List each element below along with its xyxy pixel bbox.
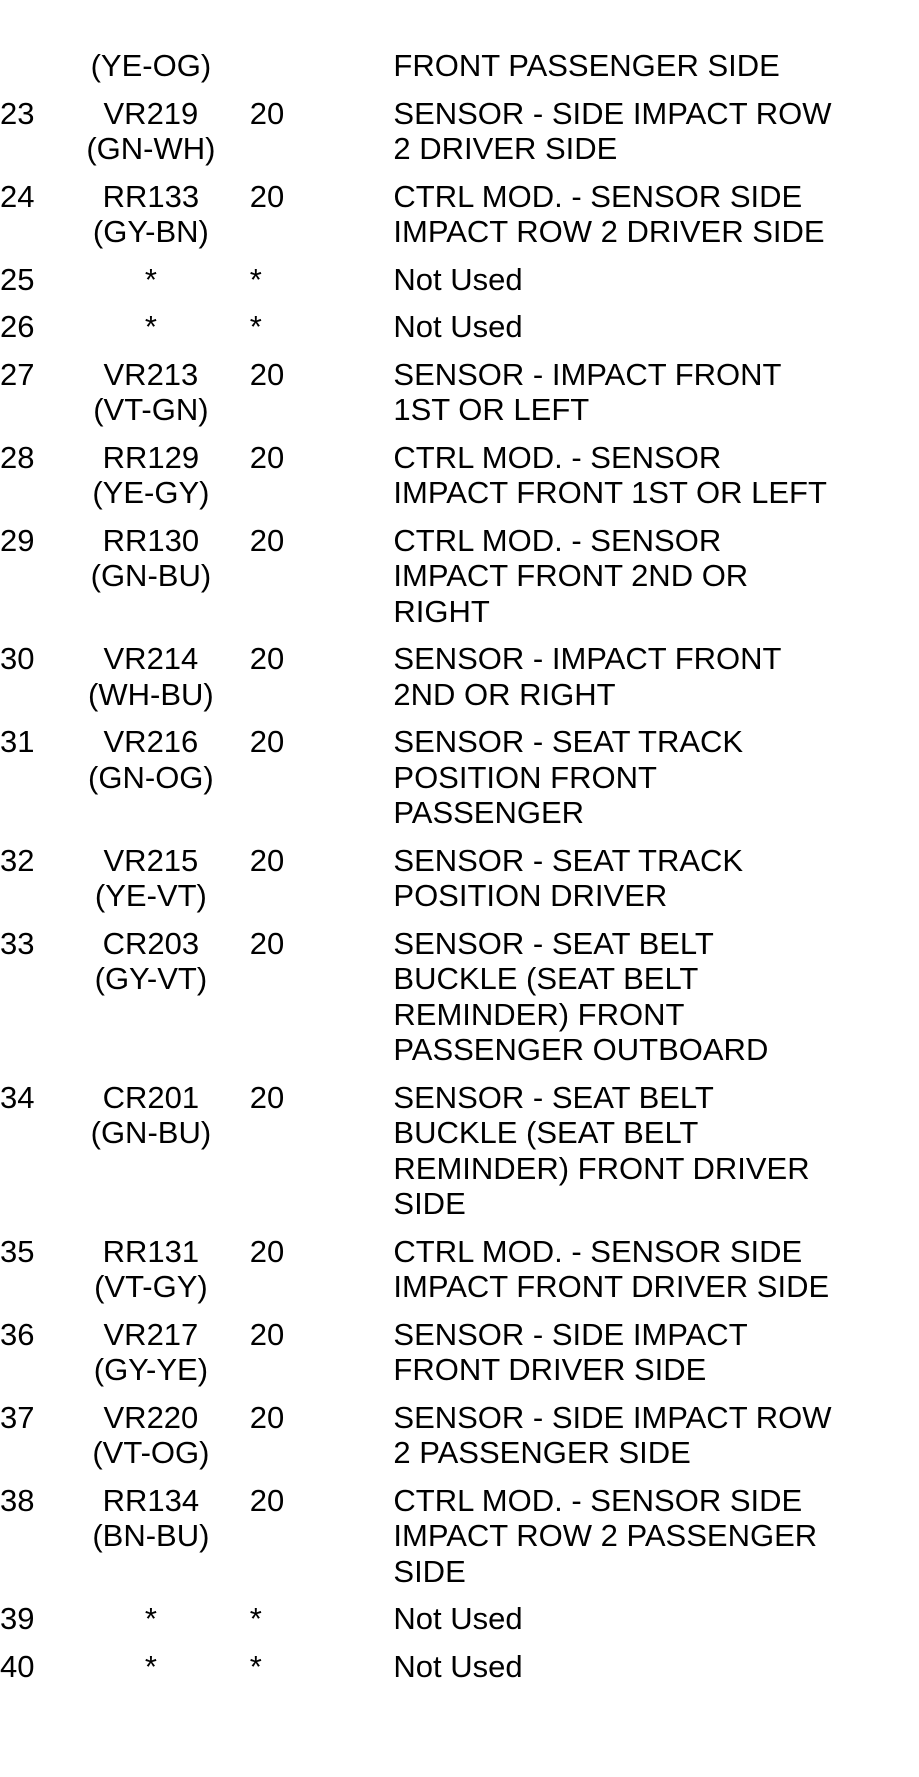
cavity-number: 36 bbox=[0, 1316, 35, 1352]
cavity-number: 38 bbox=[0, 1482, 35, 1518]
wire-color: (VT-GN) bbox=[93, 392, 209, 427]
function-cell bbox=[393, 357, 919, 440]
function-line: SENSOR - SEAT TRACK bbox=[393, 842, 744, 878]
function-line: CTRL MOD. - SENSOR SIDE bbox=[393, 178, 803, 214]
circuit-id: CR203 bbox=[102, 925, 200, 961]
function-line: BUCKLE (SEAT BELT bbox=[393, 961, 699, 996]
circuit-cell bbox=[52, 1317, 250, 1400]
function-cell bbox=[393, 262, 919, 310]
circuit-id: VR215 bbox=[103, 842, 199, 878]
wire-gauge: * bbox=[249, 309, 262, 344]
table-row bbox=[0, 1400, 919, 1483]
function-cell bbox=[393, 843, 919, 926]
circuit-cell bbox=[52, 1649, 250, 1697]
circuit-id: VR217 bbox=[103, 1316, 199, 1352]
cavity-number: 29 bbox=[0, 522, 35, 558]
circuit-id: * bbox=[144, 1648, 157, 1684]
function-cell bbox=[393, 1080, 919, 1234]
function-line: RIGHT bbox=[393, 593, 490, 629]
circuit-cell bbox=[52, 48, 250, 96]
function-line: 2 PASSENGER SIDE bbox=[393, 1435, 691, 1470]
circuit-cell bbox=[52, 309, 250, 357]
function-line: PASSENGER bbox=[393, 795, 585, 830]
function-cell bbox=[393, 48, 919, 96]
function-line: 2ND OR RIGHT bbox=[393, 676, 616, 712]
wire-gauge: 20 bbox=[249, 724, 285, 759]
table-row bbox=[0, 641, 919, 724]
wire-color: (WH-BU) bbox=[88, 676, 214, 712]
function-cell bbox=[393, 179, 919, 262]
function-line: Not Used bbox=[393, 309, 523, 344]
cavity-number: 24 bbox=[0, 178, 35, 214]
function-line: IMPACT ROW 2 DRIVER SIDE bbox=[393, 214, 825, 249]
wire-color: (BN-BU) bbox=[92, 1518, 210, 1553]
circuit-id: RR133 bbox=[102, 178, 200, 214]
circuit-cell bbox=[52, 1483, 250, 1602]
table-row bbox=[0, 1649, 919, 1697]
function-line: Not Used bbox=[393, 1601, 523, 1636]
table-row bbox=[0, 926, 919, 1080]
circuit-id: RR131 bbox=[102, 1233, 200, 1269]
function-line: SENSOR - SEAT BELT bbox=[393, 925, 714, 961]
wire-gauge: 20 bbox=[249, 1079, 285, 1115]
wire-gauge: 20 bbox=[249, 522, 285, 558]
function-line: IMPACT FRONT 2ND OR bbox=[393, 558, 749, 593]
circuit-cell bbox=[52, 523, 250, 642]
cavity-number: 33 bbox=[0, 925, 35, 961]
circuit-cell bbox=[52, 926, 250, 1080]
cavity-number: 30 bbox=[0, 641, 35, 676]
cavity-number: 28 bbox=[0, 439, 35, 475]
wire-color: (GY-BN) bbox=[92, 214, 209, 249]
table-row bbox=[0, 1234, 919, 1317]
wire-color: (VT-GY) bbox=[94, 1269, 208, 1304]
function-line: SENSOR - SIDE IMPACT bbox=[393, 1316, 748, 1352]
wire-gauge: * bbox=[249, 1601, 262, 1636]
function-line: CTRL MOD. - SENSOR SIDE bbox=[393, 1233, 803, 1269]
wire-gauge: 20 bbox=[249, 641, 285, 676]
table-row bbox=[0, 1317, 919, 1400]
table-row bbox=[0, 309, 919, 357]
circuit-id: VR213 bbox=[103, 356, 199, 392]
function-line: SIDE bbox=[393, 1553, 466, 1589]
function-line: SENSOR - IMPACT FRONT bbox=[393, 356, 782, 392]
table-row bbox=[0, 440, 919, 523]
wire-color: (GN-BU) bbox=[90, 1115, 212, 1150]
table-row bbox=[0, 1483, 919, 1602]
table-row bbox=[0, 179, 919, 262]
function-line: Not Used bbox=[393, 1648, 523, 1684]
wire-color: (YE-VT) bbox=[94, 878, 207, 913]
function-line: PASSENGER OUTBOARD bbox=[393, 1032, 769, 1067]
pinout-table-body bbox=[0, 48, 919, 1696]
wire-gauge: * bbox=[249, 1648, 262, 1684]
wire-color: (YE-GY) bbox=[92, 475, 210, 510]
function-cell bbox=[393, 1483, 919, 1602]
cavity-number bbox=[0, 48, 52, 96]
circuit-id: * bbox=[144, 261, 157, 297]
circuit-cell bbox=[52, 1234, 250, 1317]
wire-color: (GY-YE) bbox=[93, 1352, 209, 1387]
function-cell bbox=[393, 440, 919, 523]
function-line: SENSOR - IMPACT FRONT bbox=[393, 641, 782, 676]
circuit-id: VR219 bbox=[103, 95, 199, 131]
function-cell bbox=[393, 926, 919, 1080]
circuit-cell bbox=[52, 96, 250, 179]
wire-gauge: 20 bbox=[249, 1233, 285, 1269]
function-cell bbox=[393, 724, 919, 843]
wire-color: (GN-WH) bbox=[86, 131, 216, 166]
function-line: BUCKLE (SEAT BELT bbox=[393, 1115, 699, 1150]
circuit-id: VR214 bbox=[103, 641, 199, 676]
wire-color: (GY-VT) bbox=[94, 961, 208, 996]
circuit-cell bbox=[52, 440, 250, 523]
wire-gauge: * bbox=[249, 261, 262, 297]
function-line: 2 DRIVER SIDE bbox=[393, 131, 618, 166]
function-line: POSITION DRIVER bbox=[393, 878, 668, 913]
table-row bbox=[0, 96, 919, 179]
cavity-number: 27 bbox=[0, 356, 35, 392]
wire-color: (YE-OG) bbox=[90, 48, 212, 83]
function-line: SENSOR - SEAT BELT bbox=[393, 1079, 714, 1115]
circuit-cell bbox=[52, 1400, 250, 1483]
wire-gauge: 20 bbox=[249, 842, 285, 878]
circuit-cell bbox=[52, 843, 250, 926]
function-line: SENSOR - SIDE IMPACT ROW bbox=[393, 1399, 832, 1435]
circuit-cell bbox=[52, 724, 250, 843]
function-line: IMPACT ROW 2 PASSENGER bbox=[393, 1518, 818, 1553]
table-row bbox=[0, 357, 919, 440]
table-row bbox=[0, 523, 919, 642]
function-cell bbox=[393, 523, 919, 642]
table-row bbox=[0, 262, 919, 310]
cavity-number: 35 bbox=[0, 1233, 35, 1269]
function-cell bbox=[393, 1601, 919, 1649]
function-line: IMPACT FRONT DRIVER SIDE bbox=[393, 1269, 830, 1304]
function-line: POSITION FRONT bbox=[393, 759, 657, 795]
function-cell bbox=[393, 1400, 919, 1483]
circuit-id: * bbox=[144, 309, 157, 344]
cavity-number: 25 bbox=[0, 261, 35, 297]
wire-gauge: 20 bbox=[249, 1316, 285, 1352]
function-line: SENSOR - SEAT TRACK bbox=[393, 724, 744, 759]
function-line: IMPACT FRONT 1ST OR LEFT bbox=[393, 475, 827, 510]
function-line: REMINDER) FRONT bbox=[393, 996, 685, 1032]
function-line: CTRL MOD. - SENSOR SIDE bbox=[393, 1482, 803, 1518]
function-line: FRONT PASSENGER SIDE bbox=[393, 48, 780, 83]
table-row bbox=[0, 1080, 919, 1234]
cavity-number: 34 bbox=[0, 1079, 35, 1115]
cavity-number: 40 bbox=[0, 1648, 35, 1684]
function-cell bbox=[393, 1317, 919, 1400]
wire-color: (GN-BU) bbox=[90, 558, 212, 593]
table-row bbox=[0, 724, 919, 843]
function-cell bbox=[393, 641, 919, 724]
circuit-id: CR201 bbox=[102, 1079, 200, 1115]
wire-gauge: 20 bbox=[249, 178, 285, 214]
circuit-id: RR130 bbox=[102, 522, 200, 558]
wire-gauge: 20 bbox=[249, 95, 285, 131]
wire-gauge: 20 bbox=[249, 1482, 285, 1518]
circuit-cell bbox=[52, 1601, 250, 1649]
function-line: Not Used bbox=[393, 261, 523, 297]
circuit-id: * bbox=[144, 1601, 157, 1636]
circuit-id: VR216 bbox=[103, 724, 199, 759]
cavity-number: 37 bbox=[0, 1399, 35, 1435]
function-cell bbox=[393, 1234, 919, 1317]
wire-gauge bbox=[250, 48, 394, 96]
function-line: 1ST OR LEFT bbox=[393, 392, 590, 427]
circuit-id: VR220 bbox=[103, 1399, 199, 1435]
wire-gauge: 20 bbox=[249, 439, 285, 475]
wire-color: (VT-OG) bbox=[92, 1435, 210, 1470]
cavity-number: 23 bbox=[0, 95, 35, 131]
circuit-cell bbox=[52, 1080, 250, 1234]
table-row bbox=[0, 843, 919, 926]
function-cell bbox=[393, 309, 919, 357]
cavity-number: 31 bbox=[0, 724, 35, 759]
circuit-cell bbox=[52, 357, 250, 440]
function-cell bbox=[393, 96, 919, 179]
function-line: SENSOR - SIDE IMPACT ROW bbox=[393, 95, 832, 131]
circuit-id: RR134 bbox=[102, 1482, 200, 1518]
function-line: CTRL MOD. - SENSOR bbox=[393, 522, 722, 558]
cavity-number: 26 bbox=[0, 309, 35, 344]
function-line: CTRL MOD. - SENSOR bbox=[393, 439, 722, 475]
wire-gauge: 20 bbox=[249, 1399, 285, 1435]
circuit-id: RR129 bbox=[102, 439, 200, 475]
function-line: SIDE bbox=[393, 1186, 466, 1221]
circuit-cell bbox=[52, 641, 250, 724]
wire-gauge: 20 bbox=[249, 356, 285, 392]
circuit-cell bbox=[52, 179, 250, 262]
function-line: REMINDER) FRONT DRIVER bbox=[393, 1150, 810, 1186]
circuit-cell bbox=[52, 262, 250, 310]
table-row bbox=[0, 1601, 919, 1649]
table-row bbox=[0, 48, 919, 96]
cavity-number: 32 bbox=[0, 842, 35, 878]
function-line: FRONT DRIVER SIDE bbox=[393, 1352, 707, 1387]
function-cell bbox=[393, 1649, 919, 1697]
wire-color: (GN-OG) bbox=[88, 759, 214, 795]
wire-gauge: 20 bbox=[249, 925, 285, 961]
connector-pinout-table bbox=[0, 48, 919, 1696]
cavity-number: 39 bbox=[0, 1601, 35, 1636]
